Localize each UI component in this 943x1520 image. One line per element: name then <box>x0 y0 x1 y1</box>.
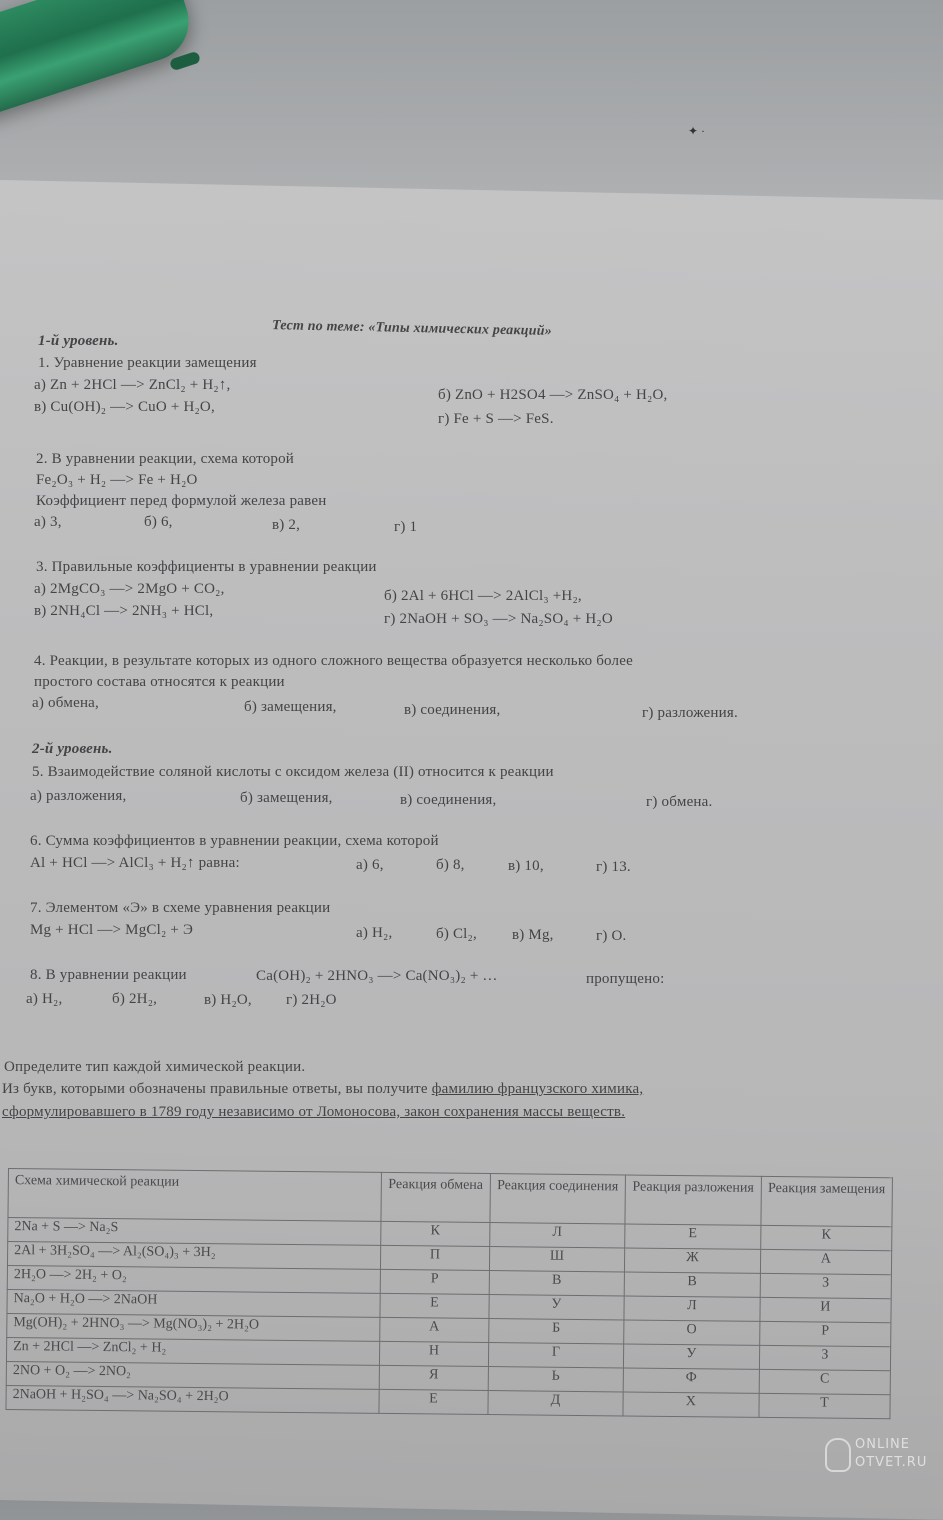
table-cell-letter: А <box>380 1317 489 1342</box>
table-cell-scheme: Mg(OH)₂ + 2HNO₃ —> Mg(NO₃)₂ + 2H₂O <box>7 1313 380 1341</box>
table-cell-letter: З <box>760 1273 892 1298</box>
q2-option-b: б) 6, <box>144 514 173 530</box>
q7-option-c: в) Mg, <box>512 927 554 943</box>
table-cell-letter: Е <box>380 1293 489 1318</box>
table-cell-scheme: 2Na + S —> Na₂S <box>8 1218 381 1246</box>
watermark-line-2: OTVET.RU <box>855 1455 928 1470</box>
table-cell-letter: Ь <box>488 1367 624 1392</box>
q8-option-b: б) 2H₂, <box>112 991 158 1007</box>
table-cell-letter: Т <box>759 1393 891 1418</box>
q7-option-d: г) O. <box>596 928 627 944</box>
table-cell-letter: Е <box>379 1389 488 1414</box>
watermark-line-1: ONLINE <box>855 1437 910 1452</box>
table-cell-letter: К <box>381 1221 490 1246</box>
table-cell-scheme: 2Al + 3H₂SO₄ —> Al₂(SO₄)₃ + 3H₂ <box>7 1242 380 1270</box>
q6-text: 6. Сумма коэффициентов в уравнении реакции, схема которой <box>30 833 439 849</box>
table-cell-scheme: 2NO + O₂ —> 2NO₂ <box>6 1361 379 1389</box>
q6-option-a: а) 6, <box>356 857 384 873</box>
q4-option-b: б) замещения, <box>244 699 337 715</box>
table-header-exchange: Реакция обмена <box>381 1172 490 1222</box>
q4-option-d: г) разложения. <box>642 705 738 721</box>
table-cell-letter: Г <box>488 1343 624 1368</box>
table-header-decomposition: Реакция разложения <box>625 1175 761 1225</box>
table-cell-letter: О <box>624 1320 760 1345</box>
page-title: Тест по теме: «Типы химических реакций» <box>271 318 553 339</box>
q5-option-c: в) соединения, <box>400 792 497 808</box>
q2-option-c: в) 2, <box>272 517 301 533</box>
q6-option-b: б) 8, <box>436 857 465 873</box>
table-cell-letter: В <box>624 1272 760 1297</box>
q1-option-c: в) Cu(OH)₂ —> CuO + H₂O, <box>34 399 215 415</box>
q3-option-c: в) 2NH₄Cl —> 2NH₃ + HCl, <box>34 603 214 619</box>
table-cell-letter: Ш <box>489 1247 625 1272</box>
q4-text-2: простого состава относятся к реакции <box>34 674 285 690</box>
q4-option-c: в) соединения, <box>404 702 501 718</box>
task-line-2 <box>2 1080 643 1098</box>
table-cell-letter: У <box>489 1295 625 1320</box>
q7-option-b: б) Cl₂, <box>436 926 477 942</box>
table-cell-letter: А <box>760 1249 892 1274</box>
table-cell-letter: З <box>759 1345 891 1370</box>
level-1-heading: 1-й уровень. <box>38 333 119 349</box>
table-cell-letter: Р <box>380 1269 489 1294</box>
table-cell-letter: Е <box>625 1224 761 1249</box>
table-cell-letter: Ф <box>623 1368 759 1393</box>
table-cell-letter: Я <box>379 1365 488 1390</box>
table-header-substitution: Реакция замещения <box>761 1176 893 1226</box>
table-cell-letter: И <box>760 1297 892 1322</box>
task-line-1: Определите тип каждой химической реакции. <box>4 1059 306 1075</box>
table-cell-letter: П <box>380 1245 489 1270</box>
q5-option-d: г) обмена. <box>646 794 713 810</box>
table-cell-letter: Р <box>759 1321 891 1346</box>
q7-text: 7. Элементом «Э» в схеме уравнения реакции <box>30 900 331 916</box>
q5-option-a: а) разложения, <box>30 788 127 804</box>
q8-option-d: г) 2H₂O <box>286 992 337 1008</box>
table-cell-letter: С <box>759 1369 891 1394</box>
table-cell-scheme: 2H₂O —> 2H₂ + O₂ <box>7 1265 380 1293</box>
table-header-scheme: Схема химической реакции <box>8 1169 381 1222</box>
table-cell-scheme: 2NaOH + H₂SO₄ —> Na₂SO₄ + 2H₂O <box>6 1385 379 1413</box>
q8-option-a: а) H₂, <box>26 991 63 1007</box>
lightbulb-icon <box>825 1438 851 1472</box>
table-cell-letter: Х <box>623 1392 759 1417</box>
q6-option-d: г) 13. <box>596 859 631 875</box>
q5-text: 5. Взаимодействие соляной кислоты с оксидом железа (II) относится к реакции <box>32 764 554 780</box>
q7-option-a: а) H₂, <box>356 925 393 941</box>
table-cell-letter: В <box>489 1271 625 1296</box>
table-cell-letter: Б <box>488 1319 624 1344</box>
q3-option-d: г) 2NaOH + SO₃ —> Na₂SO₄ + H₂O <box>384 611 613 627</box>
level-2-heading: 2-й уровень. <box>32 741 113 757</box>
table-cell-letter: Л <box>489 1223 625 1248</box>
q8-scheme: Ca(OH)₂ + 2HNO₃ —> Ca(NO₃)₂ + … <box>256 968 498 984</box>
q3-option-a: а) 2MgCO₃ —> 2MgO + CO₂, <box>34 581 225 597</box>
q5-option-b: б) замещения, <box>240 790 333 806</box>
q6-option-c: в) 10, <box>508 858 544 874</box>
table-cell-letter: Л <box>624 1296 760 1321</box>
q8-missing-label: пропущено: <box>586 971 665 987</box>
table-cell-scheme: Zn + 2HCl —> ZnCl₂ + H₂ <box>6 1337 379 1365</box>
task-line-3: сформулировавшего в 1789 году независимо от Ломоносова, закон сохранения массы веществ. <box>2 1104 626 1120</box>
q2-text: 2. В уравнении реакции, схема которой <box>36 451 295 467</box>
table-header-combination: Реакция соединения <box>490 1174 626 1224</box>
q2-text-2: Коэффициент перед формулой железа равен <box>36 493 327 509</box>
q2-scheme: Fe₂O₃ + H₂ —> Fe + H₂O <box>36 472 198 488</box>
table-cell-letter: У <box>623 1344 759 1369</box>
q4-option-a: а) обмена, <box>32 695 99 711</box>
answer-table <box>5 1168 892 1419</box>
task-line-2-start: Из букв, которыми обозначены правильные ответы, вы получите <box>2 1081 432 1097</box>
q4-text: 4. Реакции, в результате которых из одного сложного вещества образуется несколько более <box>34 653 633 669</box>
table-cell-letter: Д <box>488 1391 624 1416</box>
q1-option-d: г) Fe + S —> FeS. <box>438 411 554 427</box>
q3-option-b: б) 2Al + 6HCl —> 2AlCl₃ +H₂, <box>384 588 582 604</box>
table-cell-letter: Н <box>379 1341 488 1366</box>
q1-text: 1. Уравнение реакции замещения <box>38 355 257 371</box>
q2-option-a: а) 3, <box>34 514 62 530</box>
q1-option-b: б) ZnO + H2SO4 —> ZnSO₄ + H₂O, <box>438 387 668 403</box>
q3-text: 3. Правильные коэффициенты в уравнении реакции <box>36 559 377 575</box>
watermark-logo <box>825 1436 935 1486</box>
q6-scheme: Al + HCl —> AlCl₃ + H₂↑ равна: <box>30 855 240 871</box>
q8-text: 8. В уравнении реакции <box>30 967 187 983</box>
q7-scheme: Mg + HCl —> MgCl₂ + Э <box>30 922 194 938</box>
q8-option-c: в) H₂O, <box>204 992 252 1008</box>
table-cell-letter: К <box>760 1225 892 1250</box>
q2-option-d: г) 1 <box>394 519 418 535</box>
table-cell-scheme: Na₂O + H₂O —> 2NaOH <box>7 1289 380 1317</box>
table-cell-letter: Ж <box>624 1248 760 1273</box>
q1-option-a: а) Zn + 2HCl —> ZnCl₂ + H₂↑, <box>34 377 231 393</box>
watermark-text <box>855 1436 927 1472</box>
pen-mark: ✦ · <box>688 124 706 138</box>
task-line-2-underlined: фамилию французского химика, <box>431 1081 644 1097</box>
